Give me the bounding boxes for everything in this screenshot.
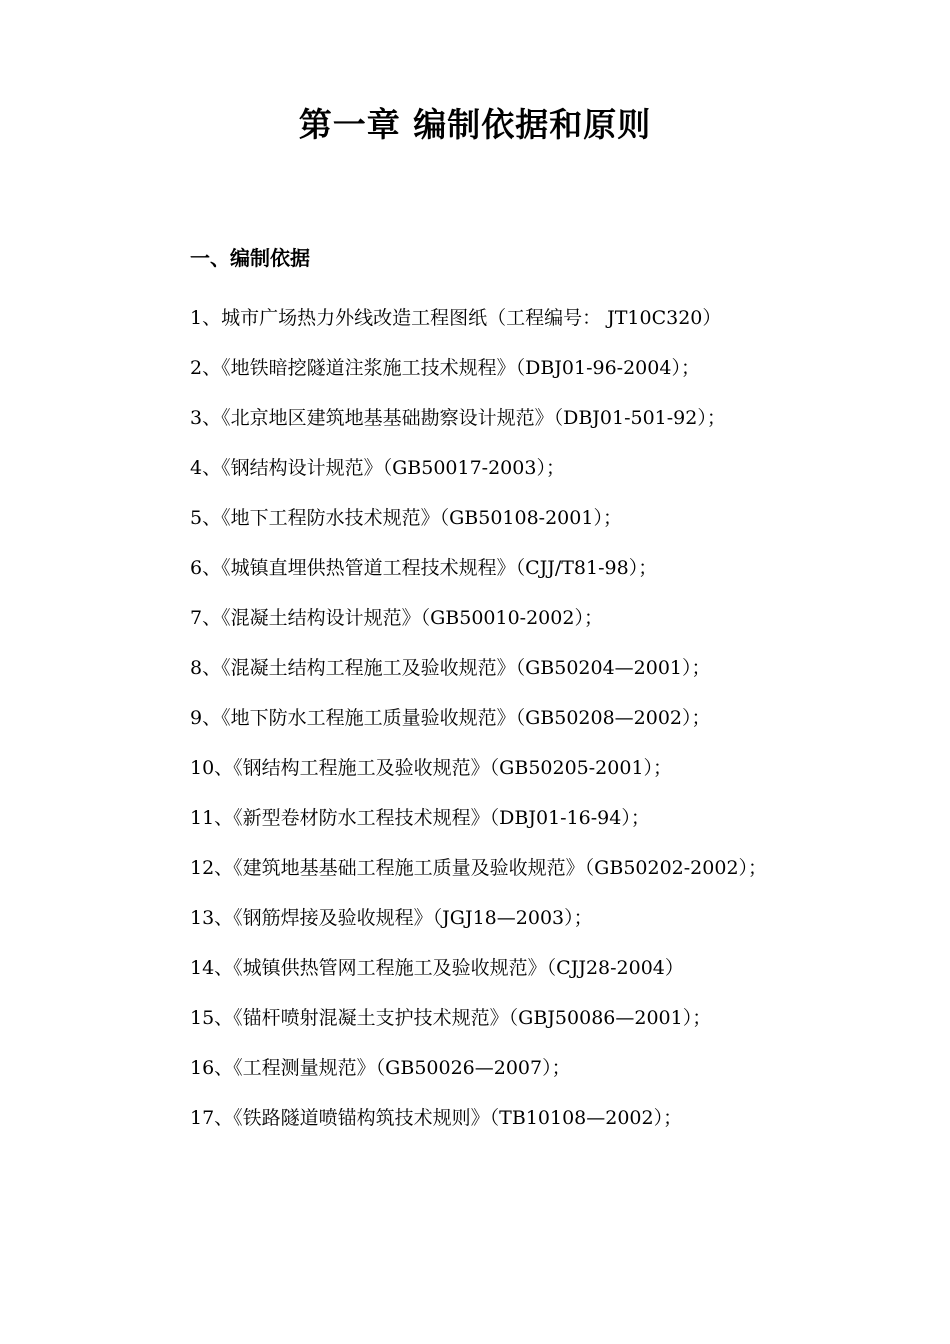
reference-item: 9、《地下防水工程施工质量验收规范》（GB50208—2002）；	[190, 707, 711, 729]
reference-item: 1、城市广场热力外线改造工程图纸（工程编号： JT10C320）	[190, 307, 722, 329]
reference-item: 11、《新型卷材防水工程技术规程》（DBJ01-16-94）；	[190, 807, 650, 829]
chapter-title: 第一章 编制依据和原则	[298, 105, 652, 144]
reference-item: 3、《北京地区建筑地基基础勘察设计规范》（DBJ01-501-92）；	[190, 407, 726, 429]
reference-item: 8、《混凝土结构工程施工及验收规范》（GB50204—2001）；	[190, 657, 711, 679]
reference-item: 10、《钢结构工程施工及验收规范》（GB50205-2001）；	[190, 757, 673, 779]
reference-item: 6、《城镇直埋供热管道工程技术规程》（CJJ/T81-98）；	[190, 557, 658, 579]
reference-item: 13、《钢筋焊接及验收规程》（JGJ18—2003）；	[190, 907, 593, 929]
reference-item: 17、《铁路隧道喷锚构筑技术规则》（TB10108—2002）；	[190, 1107, 683, 1129]
reference-item: 7、《混凝土结构设计规范》（GB50010-2002）；	[190, 607, 603, 629]
reference-item: 2、《地铁暗挖隧道注浆施工技术规程》（DBJ01-96-2004）；	[190, 357, 700, 379]
reference-item: 4、《钢结构设计规范》（GB50017-2003）；	[190, 457, 565, 479]
reference-item: 16、《工程测量规范》（GB50026—2007）；	[190, 1057, 571, 1079]
reference-list	[145, 293, 810, 1143]
reference-item: 12、《建筑地基基础工程施工质量及验收规范》（GB50202-2002）；	[190, 857, 768, 879]
section-heading: 一、编制依据	[190, 246, 310, 270]
reference-item: 15、《锚杆喷射混凝土支护技术规范》（GBJ50086—2001）；	[190, 1007, 712, 1029]
reference-item: 14、《城镇供热管网工程施工及验收规范》（CJJ28-2004）	[190, 957, 684, 979]
reference-item: 5、《地下工程防水技术规范》（GB50108-2001）；	[190, 507, 622, 529]
